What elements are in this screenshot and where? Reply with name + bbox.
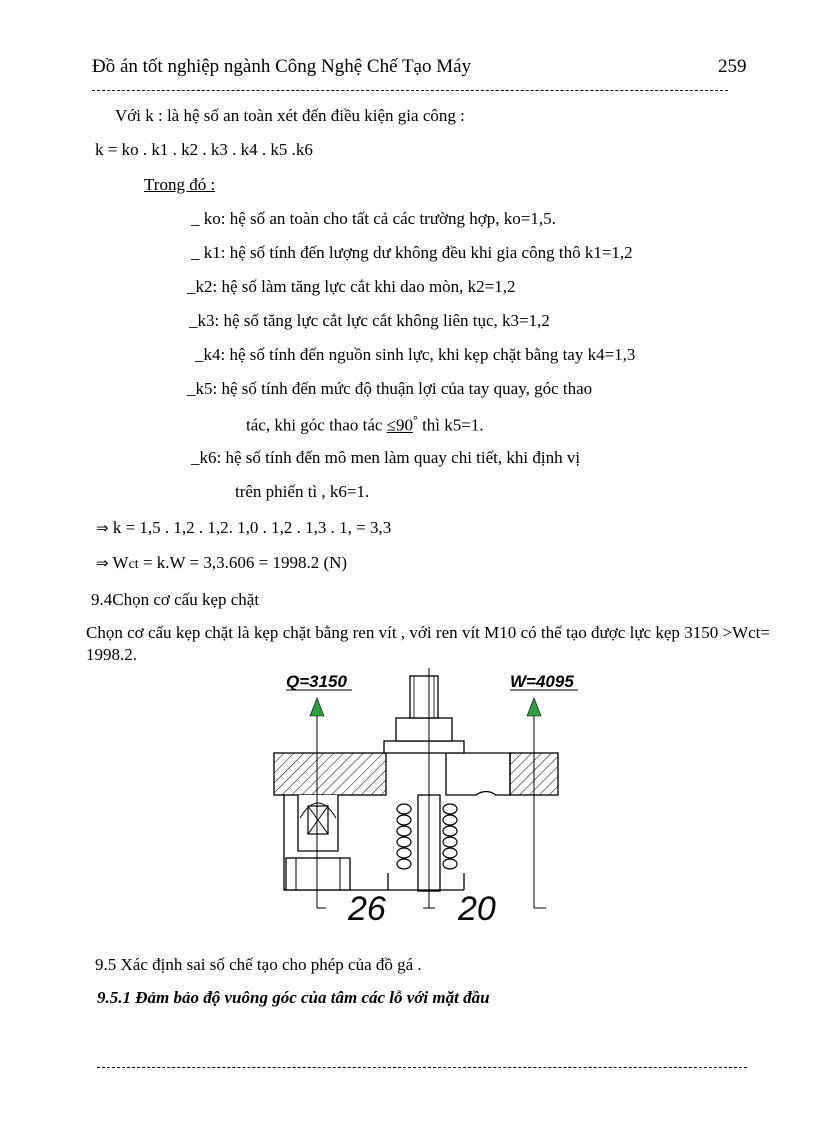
intro-text: Với k : là hệ số an toàn xét đến điều kiện gia công : <box>115 106 465 125</box>
force-w-label: W=4095 <box>510 672 574 691</box>
result-k-text: k = 1,5 . 1,2 . 1,2. 1,0 . 1,2 . 1,3 . 1, = 3,3 <box>112 518 392 537</box>
coef-k6-continued: trên phiến tì , k6=1. <box>235 482 370 501</box>
result-w-sub: ct <box>128 557 139 572</box>
result-w-prefix: W <box>112 553 129 572</box>
clamp-mechanism-figure <box>260 668 580 930</box>
spring-right <box>443 804 457 869</box>
coef-k6: _k6: hệ số tính đến mô men làm quay chi tiết, khi định vị <box>191 448 581 467</box>
implies-symbol: ⇒ <box>96 519 109 537</box>
where-label: Trong đó : <box>144 175 216 194</box>
result-w <box>96 553 347 573</box>
footer-divider <box>97 1067 747 1068</box>
coef-k5: _k5: hệ số tính đến mức độ thuận lợi của tay quay, góc thao <box>187 379 593 398</box>
dim-left-label: 26 <box>348 890 386 928</box>
coef-k0: _ ko: hệ số an toàn cho tất cả các trường hợp, ko=1,5. <box>191 209 556 228</box>
plate-middle-section <box>446 753 510 795</box>
force-w-arrow <box>527 698 541 716</box>
result-k <box>96 518 391 538</box>
header-divider <box>92 90 728 91</box>
washer <box>384 741 464 753</box>
plate-left-section <box>274 753 386 795</box>
spring-left <box>397 804 411 869</box>
paragraph-9-4: Chọn cơ cấu kẹp chặt là kẹp chặt bằng ren vít , với ren vít M10 có thể tạo được lực kẹp 3150 >Wct= 1998.2. <box>86 623 770 664</box>
nut <box>396 718 452 741</box>
coef-k1: _ k1: hệ số tính đến lượng dư không đều khi gia công thô k1=1,2 <box>191 243 633 262</box>
coef-k4: _k4: hệ số tính đến nguồn sinh lực, khi kẹp chặt bằng tay k4=1,3 <box>195 345 636 364</box>
coef-k3: _k3: hệ số tăng lực cắt lực cắt không liên tục, k3=1,2 <box>189 311 550 330</box>
force-q-arrow <box>310 698 324 716</box>
section-9-4: 9.4Chọn cơ cấu kẹp chặt <box>91 590 260 609</box>
k-formula: k = ko . k1 . k2 . k3 . k4 . k5 .k6 <box>95 140 313 159</box>
section-9-5: 9.5 Xác định sai số chế tạo cho phép của đồ gá . <box>95 955 422 974</box>
coef-k5-continued <box>246 413 484 436</box>
k5-cont-after: thì k5=1. <box>417 415 484 435</box>
coef-k2: _k2: hệ số làm tăng lực cắt khi dao mòn, k2=1,2 <box>187 277 516 296</box>
implies-symbol: ⇒ <box>96 554 109 572</box>
force-q-label: Q=3150 <box>286 672 347 691</box>
dim-right-label: 20 <box>458 890 496 928</box>
page-number: 259 <box>718 56 747 77</box>
header-title: Đồ án tốt nghiệp ngành Công Nghệ Chế Tạo Máy <box>92 56 472 77</box>
result-w-rest: = k.W = 3,3.606 = 1998.2 (N) <box>138 553 348 572</box>
degree-symbol: ° <box>413 413 418 427</box>
section-9-5-1: 9.5.1 Đảm bảo độ vuông góc của tâm các lỗ với mặt đầu <box>97 988 490 1007</box>
k5-cont-value: ≤90 <box>386 415 414 435</box>
k5-cont-before: tác, khi góc thao tác <box>246 415 387 435</box>
